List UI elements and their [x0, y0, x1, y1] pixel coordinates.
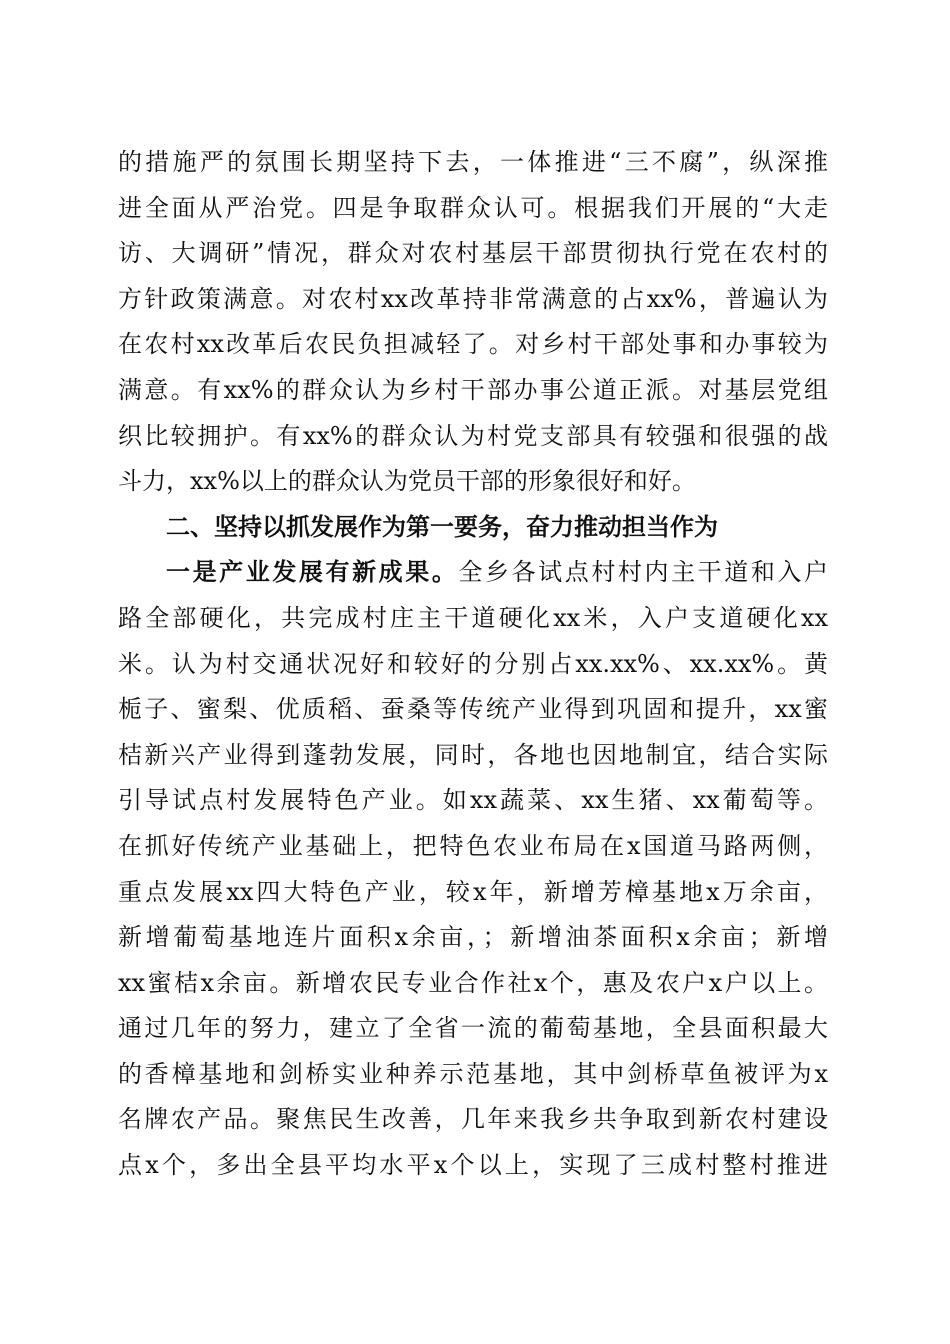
text-line: 名牌农产品。聚焦民生改善，几年来我乡共争取到新农村建设	[118, 1105, 828, 1134]
text-line: 斗力，xx%以上的群众认为党员干部的形象很好和好。	[118, 467, 696, 496]
document-body	[118, 140, 828, 1189]
text-line: 路全部硬化，共完成村庄主干道硬化xx米，入户支道硬化xx	[118, 603, 828, 632]
text-line: 访、大调研”情况，群众对农村基层干部贯彻执行党在农村的	[118, 239, 828, 268]
text-line: 满意。有xx%的群众认为乡村干部办事公道正派。对基层党组	[118, 375, 828, 404]
text-line: 的香樟基地和剑桥实业种养示范基地，其中剑桥草鱼被评为x	[118, 1059, 828, 1088]
text-line: 在农村xx改革后农民负担减轻了。对乡村干部处事和办事较为	[118, 330, 828, 359]
text-line: 在抓好传统产业基础上，把特色农业布局在x国道马路两侧，	[118, 831, 828, 860]
paragraph-first-line	[118, 550, 828, 596]
text-line: xx蜜桔x余亩。新增农民专业合作社x个，惠及农户x户以上。	[118, 968, 828, 997]
text-line: 织比较拥护。有xx%的群众认为村党支部具有较强和很强的战	[118, 421, 828, 450]
text-line: 栀子、蜜梨、优质稻、蚕桑等传统产业得到巩固和提升，xx蜜	[118, 695, 828, 724]
text-line: 米。认为村交通状况好和较好的分别占xx.xx%、xx.xx%。黄	[118, 649, 828, 678]
text-line: 引导试点村发展特色产业。如xx蔬菜、xx生猪、xx葡萄等。	[118, 786, 828, 815]
paragraph-lead: 一是产业发展有新成果。	[166, 558, 459, 587]
text-line: 点x个，多出全县平均水平x个以上，实现了三成村整村推进	[118, 1151, 828, 1180]
text-line: 桔新兴产业得到蓬勃发展，同时，各地也因地制宜，结合实际	[118, 740, 828, 769]
text-line: 的措施严的氛围长期坚持下去，一体推进“三不腐”，纵深推	[118, 148, 828, 176]
text-line: 通过几年的努力，建立了全省一流的葡萄基地，全县面积最大	[118, 1014, 828, 1043]
text-line: 重点发展xx四大特色产业，较x年，新增芳樟基地x万余亩，	[118, 877, 828, 906]
section-heading: 二、坚持以抓发展作为第一要务，奋力推动担当作为	[166, 512, 718, 541]
text-line: 新增葡萄基地连片面积x余亩，；新增油茶面积x余亩；新增	[118, 923, 828, 952]
text-line: 方针政策满意。对农村xx改革持非常满意的占xx%，普遍认为	[118, 284, 828, 313]
paragraph-first-line-rest: 全乡各试点村村内主干道和入户	[458, 558, 828, 587]
text-line: 进全面从严治党。四是争取群众认可。根据我们开展的“大走	[118, 193, 828, 222]
